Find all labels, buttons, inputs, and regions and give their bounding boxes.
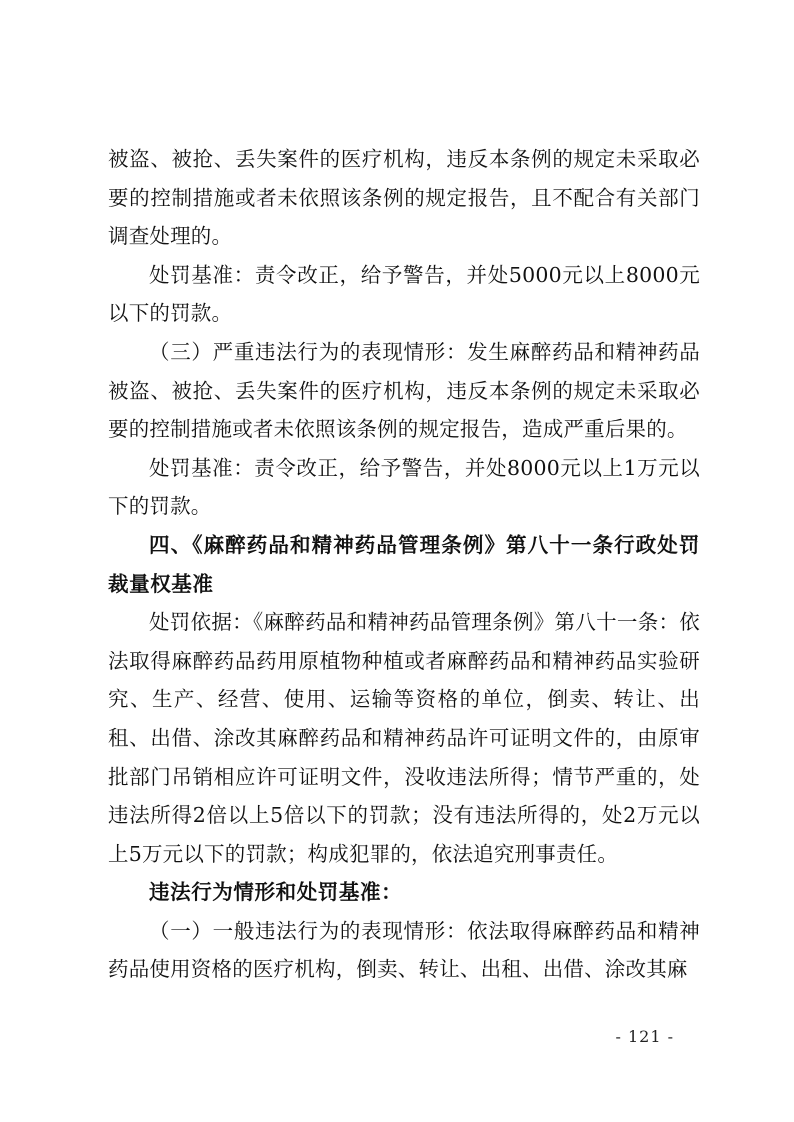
paragraph-general-violation: （一）一般违法行为的表现情形：依法取得麻醉药品和精神药品使用资格的医疗机构，倒卖、转让、出租、出借、涂改其麻 xyxy=(108,918,700,982)
subheading-violation-circumstances: 违法行为情形和处罚基准： xyxy=(149,880,403,905)
paragraph-legal-basis: 处罚依据：《麻醉药品和精神药品管理条例》第八十一条：依法取得麻醉药品药用原植物种植或者麻醉药品和精神药品实验研究、生产、经营、使用、运输等资格的单位，倒卖、转让、出租、出借、涂改其麻醉药品和精神药品许可证明文件的，由原审批部门吊销相应许可证明文件，没收违法所得；情节严重的，处违法所得2倍以上5倍以下的罚款；没有违法所得的，处2万元以上5万元以下的罚款；构成犯罪的，依法追究刑事责任。 xyxy=(108,610,700,866)
page-number: - 121 - xyxy=(615,1027,674,1046)
document-body xyxy=(108,140,700,989)
paragraph-penalty-basis-2: 处罚基准：责令改正，给予警告，并处8000元以上1万元以下的罚款。 xyxy=(108,455,700,519)
paragraph-continuation: 被盗、被抢、丢失案件的医疗机构，违反本条例的规定未采取必要的控制措施或者未依照该条例的规定报告，且不配合有关部门调查处理的。 xyxy=(108,147,700,249)
paragraph-serious-violation: （三）严重违法行为的表现情形：发生麻醉药品和精神药品被盗、被抢、丢失案件的医疗机构，违反本条例的规定未采取必要的控制措施或者未依照该条例的规定报告，造成严重后果的。 xyxy=(108,339,700,442)
paragraph-penalty-basis-1: 处罚基准：责令改正，给予警告，并处5000元以上8000元以下的罚款。 xyxy=(108,262,700,326)
section-heading-article-81: 四、《麻醉药品和精神药品管理条例》第八十一条行政处罚裁量权基准 xyxy=(108,532,700,596)
